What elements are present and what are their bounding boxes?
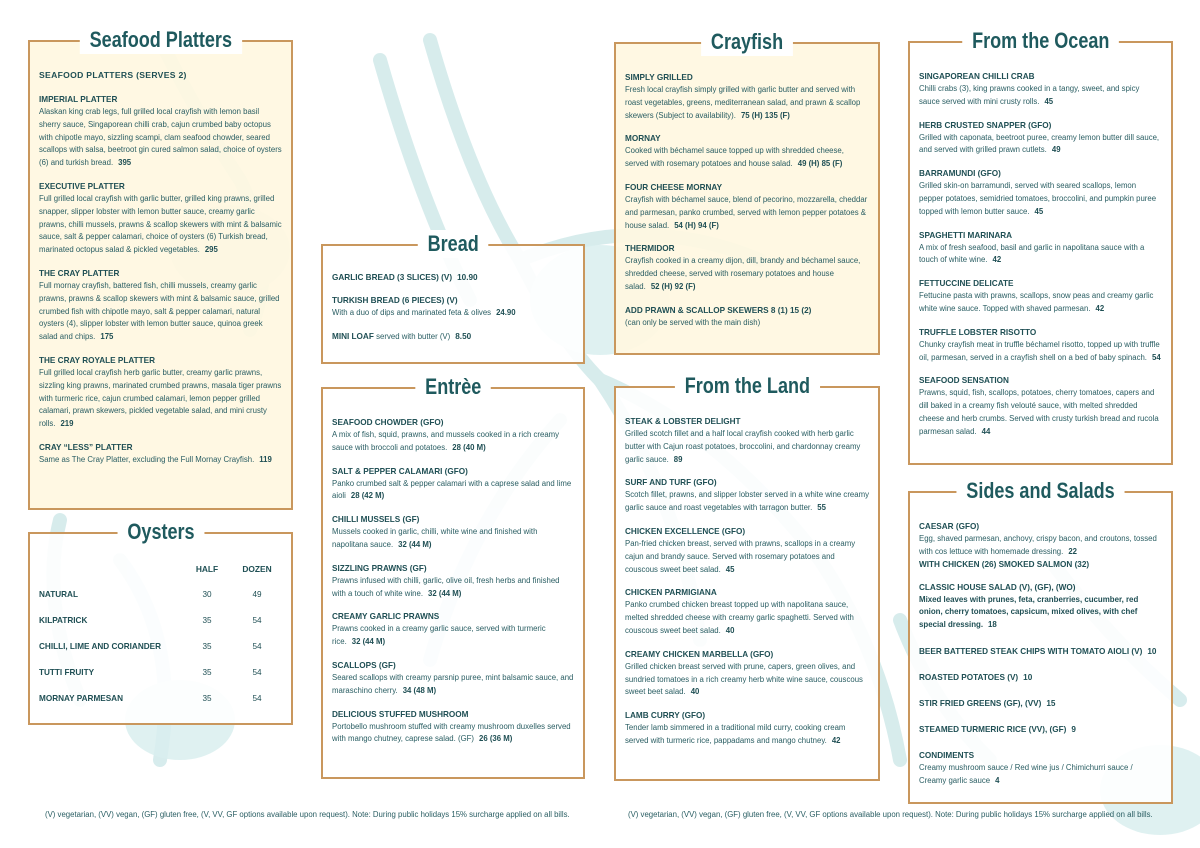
item-price: 54 (H) 94 (F) (674, 220, 719, 230)
list-item (625, 133, 869, 171)
list-item (625, 649, 869, 699)
item-name: SEAFOOD SENSATION (919, 376, 1009, 386)
crayfish-title: Crayfish (701, 28, 793, 56)
item-desc: Full mornay crayfish, battered fish, chilli mussels, creamy garlic prawns, prawns & scallop skewers with mint & balsamic sauce, grilled crumbed fish with chipotle mayo, salt & pepper calamari, natural oysters (4), slipper lobster with lemon butter sauce, quinoa greek salad and chips. (39, 280, 280, 342)
item-desc: (can only be served with the main dish) (625, 317, 761, 327)
list-item (919, 521, 1162, 571)
list-item (919, 375, 1162, 438)
table-row (39, 668, 282, 694)
item-desc: A mix of fish, squid, prawns, and mussels cooked in a rich creamy sauce with broccoli and potatoes. (332, 430, 560, 452)
oyster-half: 30 (202, 590, 212, 599)
item-name: SIMPLY GRILLED (625, 73, 693, 82)
item-price: 44 (981, 426, 991, 436)
item-price: 45 (725, 564, 735, 574)
oyster-dozen: 49 (252, 590, 262, 599)
list-item (332, 563, 574, 601)
item-name: ADD PRAWN & SCALLOP SKEWERS 8 (1) 15 (2) (625, 305, 812, 315)
item-name: THE CRAY ROYALE PLATTER (39, 355, 156, 365)
item-price: 18 (988, 620, 997, 630)
list-item (919, 582, 1162, 632)
item-name: MORNAY (625, 134, 661, 144)
item-price: 42 (992, 255, 1002, 265)
item-desc: Scotch fillet, prawns, and slipper lobster served in a white wine creamy garlic sauce and roast vegetables with tarragon butter. (625, 490, 869, 513)
item-name: STEAMED TURMERIC RICE (VV), (GF) (919, 724, 1067, 734)
seafood-platters-subtitle: SEAFOOD PLATTERS (SERVES 2) (39, 70, 187, 80)
table-header-row (39, 564, 282, 590)
item-desc: A mix of fresh seafood, basil and garlic in napolitana sauce with a touch of white wine. (919, 242, 1145, 265)
item-desc: Mussels cooked in garlic, chilli, white wine and finished with napolitana sauce. (332, 527, 538, 549)
list-item (332, 466, 574, 504)
list-item (919, 698, 1162, 710)
list-item (625, 305, 869, 330)
crayfish-panel (614, 29, 880, 355)
item-price: 49 (1051, 145, 1061, 155)
list-item (625, 416, 869, 466)
list-item (332, 709, 574, 747)
item-name: TRUFFLE LOBSTER RISOTTO (919, 327, 1037, 337)
item-price: 395 (118, 158, 132, 168)
list-item (919, 71, 1162, 109)
item-name: SIZZLING PRAWNS (GF) (332, 563, 427, 573)
item-name: CHICKEN PARMIGIANA (625, 588, 717, 598)
item-desc: Fettucine pasta with prawns, scallops, snow peas and creamy garlic white wine sauce. Topped with shaved parmesan. (919, 291, 1154, 313)
list-item (625, 526, 869, 576)
bread-title: Bread (418, 230, 489, 258)
table-row (39, 590, 282, 616)
list-item (332, 514, 574, 552)
item-name: SALT & PEPPER CALAMARI (GFO) (332, 466, 468, 476)
item-price: 32 (44 M) (351, 637, 386, 647)
list-item (919, 724, 1162, 736)
item-price: 32 (44 M) (398, 539, 432, 549)
item-desc: Prawns, squid, fish, scallops, potatoes, cherry tomatoes, capers and dill baked in a creamy fish velouté sauce, with melted shredded cheese and herb crumbs. Served with crusty turkish bread and rucola parmesan salad. (919, 388, 1159, 436)
oyster-half: 35 (202, 642, 212, 651)
item-desc: Tender lamb simmered in a traditional mild curry, cooking cream served with turmeric rice, pappadams and mango chutney. (625, 723, 846, 745)
item-name: CAESAR (GFO) (919, 522, 980, 531)
item-desc: Prawns infused with chilli, garlic, olive oil, fresh herbs and finished with a touch of white wine. (332, 575, 560, 598)
list-item (919, 750, 1162, 788)
land-title: From the Land (675, 372, 820, 400)
item-price: 89 (673, 454, 683, 464)
oyster-dozen: 54 (252, 642, 262, 651)
item-desc: Egg, shaved parmesan, anchovy, crispy bacon, and croutons, tossed with cos lettuce with homemade dressing. (919, 534, 1157, 556)
oyster-name: NATURAL (39, 590, 78, 599)
table-row (39, 616, 282, 642)
col-half: HALF (195, 564, 219, 574)
list-item (919, 230, 1162, 268)
list-item (625, 243, 869, 293)
item-desc: Grilled scotch fillet and a half local crayfish cooked with herb garlic butter with Cajun roast potatoes, broccolini, and chardonnay creamy garlic sauce. (625, 429, 861, 464)
item-name: STIR FRIED GREENS (GF), (VV) (919, 698, 1042, 708)
oysters-panel (28, 519, 293, 725)
item-price: 26 (36 M) (479, 734, 513, 744)
item-name: ROASTED POTATOES (V) (919, 672, 1019, 682)
item-price: 9 (1071, 724, 1076, 734)
seafood-platters-panel (28, 27, 293, 510)
item-name: CLASSIC HOUSE SALAD (V), (GF), (WO) (919, 582, 1076, 592)
item-desc: Creamy mushroom sauce / Red wine jus / Chimichurri sauce / Creamy garlic sauce (919, 762, 1133, 785)
list-item (39, 268, 282, 344)
oyster-half: 35 (202, 668, 212, 677)
item-desc: Pan-fried chicken breast, served with prawns, scallops in a creamy cajun and brandy sauce. Served with rosemary potatoes and couscous sweet beet salad. (625, 538, 856, 574)
item-desc: Grilled with caponata, beetroot puree, creamy lemon butter dill sauce, and served with grilled prawn cutlets. (919, 132, 1160, 155)
list-item (39, 181, 282, 257)
col-dozen: DOZEN (242, 564, 272, 574)
seafood-platters-title: Seafood Platters (79, 26, 241, 54)
item-name: MINI LOAF (332, 331, 374, 341)
list-item (625, 182, 869, 232)
item-price: 45 (1044, 96, 1054, 106)
list-item (332, 611, 574, 649)
oyster-dozen: 54 (252, 694, 262, 703)
item-name: SINGAPOREAN CHILLI CRAB (919, 72, 1035, 81)
list-item (39, 94, 282, 170)
item-price: 54 (1151, 352, 1161, 362)
sides-panel (908, 478, 1173, 804)
item-name: CRAY “LESS” PLATTER (39, 442, 133, 452)
item-desc: Same as The Cray Platter, excluding the Full Mornay Crayfish. (39, 454, 255, 464)
item-price: 75 (H) 135 (F) (740, 110, 790, 120)
oyster-name: KILPATRICK (39, 616, 88, 625)
item-name: CREAMY CHICKEN MARBELLA (GFO) (625, 649, 774, 659)
oysters-table (39, 564, 282, 720)
item-desc: Chilli crabs (3), king prawns cooked in a tangy, sweet, and spicy sauce served with mini crusty rolls. (919, 84, 1140, 106)
oyster-half: 35 (202, 694, 212, 703)
item-price: 10 (1147, 646, 1157, 656)
item-desc: Seared scallops with creamy parsnip puree, mint balsamic sauce, and maraschino cherry. (332, 672, 574, 695)
item-price: 28 (42 M) (350, 491, 385, 501)
list-item (919, 168, 1162, 218)
item-desc: Full grilled local crayfish with garlic butter, grilled king prawns, grilled snapper, slipper lobster with lemon butter sauce, creamy garlic prawns, chilli mussels, prawns & scallop skewers with mint & balsamic sauce, salt & pepper calamari, choice of oysters (6) Turkish bread, marinated octopus salad & pickled vegetables. (39, 193, 282, 255)
item-price: 15 (1046, 698, 1056, 708)
list-item (919, 646, 1162, 658)
item-name: CREAMY GARLIC PRAWNS (332, 612, 440, 622)
item-name: CHICKEN EXCELLENCE (GFO) (625, 526, 746, 536)
list-item (919, 120, 1162, 158)
item-desc: Cooked with béchamel sauce topped up with shredded cheese, served with rosemary potatoes and house salad. (625, 146, 844, 169)
item-desc: Panko crumbed salt & pepper calamari with a caprese salad and lime aioli (332, 478, 572, 501)
item-name: CHILLI MUSSELS (GF) (332, 515, 420, 525)
bread-panel (321, 231, 585, 364)
item-desc: Full grilled local crayfish herb garlic butter, creamy garlic prawns, sizzling king prawns, marinated crumbed prawns, masala tiger prawns with turmeric rice, cajun crumbed calamari, lemon pepper grilled calamari, prawn skewers, pickled vegetable salad, and mini crusty rolls. (39, 367, 282, 429)
list-item (625, 587, 869, 637)
item-desc: With a duo of dips and marinated feta & olives (332, 308, 492, 317)
list-item (332, 417, 574, 455)
list-item (39, 355, 282, 431)
ocean-panel (908, 28, 1173, 465)
item-desc: Grilled chicken breast served with prune, capers, green olives, and sundried tomatoes in a rich creamy herb white wine sauce, couscous sweet beet salad. (625, 661, 863, 697)
item-name: SCALLOPS (GF) (332, 660, 396, 670)
item-desc: Alaskan king crab legs, full grilled local crayfish with lemon basil sherry sauce, Singaporean chilli crab, cajun crumbed baby octopus with chipotle mayo, sizzling scampi, clam seafood chowder, seared scallops with salsa, beetroot gin cured salmon salad, choice of oysters (6) and turkish bread. (39, 107, 282, 168)
list-item (919, 278, 1162, 316)
item-name: STEAK & LOBSTER DELIGHT (625, 417, 741, 426)
item-desc: Prawns cooked in a creamy garlic sauce, served with turmeric rice. (332, 624, 546, 647)
table-row (39, 642, 282, 668)
item-price: 52 (H) 92 (F) (650, 281, 696, 291)
list-item (332, 272, 574, 284)
item-price: 45 (1034, 206, 1044, 216)
item-price: 10.90 (457, 273, 478, 282)
item-price: 219 (60, 419, 74, 429)
item-price: 49 (H) 85 (F) (797, 159, 843, 169)
sides-title: Sides and Salads (956, 477, 1124, 505)
item-price: 24.90 (496, 308, 516, 317)
item-price: 28 (40 M) (452, 442, 486, 452)
list-item (625, 477, 869, 515)
item-name: SEAFOOD CHOWDER (GFO) (332, 418, 444, 427)
oyster-dozen: 54 (252, 668, 262, 677)
item-name: TURKISH BREAD (6 PIECES) (V) (332, 296, 458, 305)
footer-note-right: (V) vegetarian, (VV) vegan, (GF) gluten free, (V, VV, GF options available upon request). Note: During public holidays 15% surcharge applied on all bills. (628, 810, 1153, 819)
item-name: LAMB CURRY (GFO) (625, 711, 706, 721)
item-name: SPAGHETTI MARINARA (919, 230, 1013, 240)
item-price: 32 (44 M) (428, 588, 462, 598)
item-price: 4 (995, 775, 1000, 785)
land-panel (614, 373, 880, 781)
item-extra: WITH CHICKEN (26) SMOKED SALMON (32) (919, 559, 1090, 569)
ocean-title: From the Ocean (962, 27, 1119, 55)
item-name: BARRAMUNDI (GFO) (919, 169, 1001, 179)
item-desc: Fresh local crayfish simply grilled with garlic butter and served with roast vegetables, greens, mediterranean salad, and prawn & scallop skewers (Subject to availability). (625, 85, 861, 120)
item-name: FETTUCCINE DELICATE (919, 279, 1014, 289)
item-name: FOUR CHEESE MORNAY (625, 182, 723, 192)
item-desc: Panko crumbed chicken breast topped up with napolitana sauce, melted shredded cheese with creamy garlic spaghetti. Served with couscous sweet beet salad. (625, 600, 854, 635)
item-name: CONDIMENTS (919, 750, 975, 760)
entree-title: Entrèe (415, 373, 491, 401)
item-name: THERMIDOR (625, 244, 675, 254)
footer-note-left: (V) vegetarian, (VV) vegan, (GF) gluten free, (V, VV, GF options available upon request). Note: During public holidays 15% surcharge applied on all bills. (45, 810, 570, 819)
oysters-title: Oysters (117, 518, 204, 546)
oyster-half: 35 (202, 616, 212, 625)
item-desc: Mixed leaves with prunes, feta, cranberries, cucumber, red onion, cherry tomatoes, capsicum, mixed olives, with chef special dressing. (919, 594, 1139, 630)
item-inline-desc: served with butter (V) (376, 331, 451, 341)
item-name: GARLIC BREAD (3 SLICES) (V) (332, 273, 453, 282)
item-name: EXECUTIVE PLATTER (39, 181, 125, 191)
item-price: 34 (48 M) (402, 685, 437, 695)
list-item (919, 672, 1162, 684)
item-price: 175 (100, 332, 114, 342)
item-price: 10 (1023, 672, 1033, 682)
oyster-dozen: 54 (252, 616, 262, 625)
item-name: THE CRAY PLATTER (39, 268, 120, 278)
item-desc: Crayfish cooked in a creamy dijon, dill, brandy and béchamel sauce, shredded cheese, served with rosemary potatoes and house salad. (625, 256, 861, 291)
table-row (39, 694, 282, 720)
item-price: 42 (831, 735, 841, 745)
list-item (39, 442, 282, 467)
list-item (625, 72, 869, 122)
list-item (332, 660, 574, 698)
item-price: 22 (1068, 546, 1077, 556)
item-price: 8.50 (455, 331, 472, 341)
list-item (332, 295, 574, 320)
list-item (625, 710, 869, 748)
oyster-name: TUTTI FRUITY (39, 668, 95, 677)
item-price: 42 (1095, 303, 1105, 313)
item-desc: Grilled skin-on barramundi, served with seared scallops, lemon pepper potatoes, semidried tomatoes, broccolini, and pumpkin puree topped with lemon butter sauce. (919, 181, 1157, 216)
item-desc: Portobello mushroom stuffed with creamy mushroom duxelles served with mango chutney, caprese salad. (GF) (332, 721, 571, 744)
item-name: HERB CRUSTED SNAPPER (GFO) (919, 120, 1052, 130)
item-price: 295 (204, 245, 218, 255)
item-desc: Crayfish with béchamel sauce, blend of pecorino, mozzarella, cheddar and parmesan, panko crumbed, served with lemon pepper potatoes & house salad. (625, 194, 868, 230)
item-name: BEER BATTERED STEAK CHIPS WITH TOMATO AIOLI (V) (919, 646, 1143, 656)
item-desc: Chunky crayfish meat in truffle béchamel risotto, topped up with truffle oil, parmesan, served in a crayfish shell on a bed of baby spinach. (919, 339, 1160, 362)
item-name: IMPERIAL PLATTER (39, 95, 118, 104)
entree-panel (321, 374, 585, 779)
list-item (919, 327, 1162, 365)
list-item (332, 331, 574, 343)
item-name: DELICIOUS STUFFED MUSHROOM (332, 709, 469, 719)
oyster-name: CHILLI, LIME AND CORIANDER (39, 642, 162, 651)
item-price: 40 (725, 625, 735, 635)
item-price: 40 (690, 687, 700, 697)
item-price: 55 (817, 503, 826, 513)
item-price: 119 (259, 454, 272, 464)
oyster-name: MORNAY PARMESAN (39, 694, 124, 703)
item-name: SURF AND TURF (GFO) (625, 478, 717, 488)
